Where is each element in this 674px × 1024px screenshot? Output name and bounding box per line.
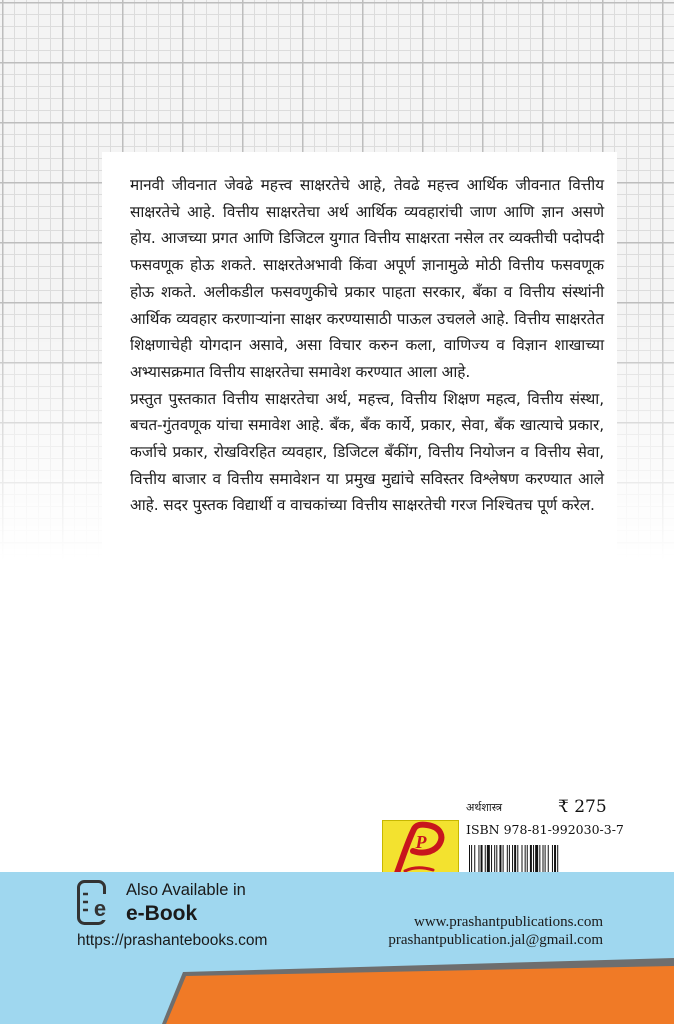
description-paragraph-2: प्रस्तुत पुस्तकात वित्तीय साक्षरतेचा अर्थ, महत्त्व, वित्तीय शिक्षण महत्व, वित्तीय संस्था, बचत-गुंतवणूक यांचा समावेश आहे. बँक, बँक कार्ये, प्रकार, सेवा, बँक खात्याचे प्रकार, कर्जाचे प्रकार, रोखविरहित व्यवहार, डिजिटल बँकींग, वित्तीय नियोजन व वित्तीय सेवा, वित्तीय बाजार व वित्तीय समावेशन या प्रमुख मुद्यांचे सविस्तर विश्लेषण करण्यात आले आहे. सदर पुस्तक विद्यार्थी व वाचकांच्या वित्तीय साक्षरतेची गरज निश्चितच पूर्ण करेल. [130,389,604,515]
publisher-email[interactable]: prashantpublication.jal@gmail.com [388,932,603,948]
logo-letter: P [415,832,427,852]
publisher-website[interactable]: www.prashantpublications.com [414,914,603,930]
subject-label: अर्थशास्त्र [466,801,503,814]
book-description [130,172,604,519]
isbn: ISBN 978-81-992030-3-7 [466,822,624,837]
ebook-icon [77,880,113,926]
ebook-available-text: Also Available in [126,881,246,899]
ebook-url[interactable]: https://prashantebooks.com [77,932,268,949]
ebook-label: e-Book [126,902,198,925]
svg-text:e: e [93,896,107,921]
price: ₹ 275 [558,797,607,817]
description-paragraph-1: मानवी जीवनात जेवढे महत्त्व साक्षरतेचे आहे, तेवढे महत्त्व आर्थिक जीवनात वित्तीय साक्षरतेचे आहे. वित्तीय साक्षरतेचा अर्थ आर्थिक व्यवहारांची जाण आणि ज्ञान असणे होय. आजच्या प्रगत आणि डिजिटल युगात वित्तीय साक्षरता नसेल तर व्यक्तीची पदोपदी फसवणूक होऊ शकते. साक्षरतेअभावी किंवा अपूर्ण ज्ञानामुळे मोठी वित्तीय फसवणूक होऊ शकते. अलीकडील फसवणुकीचे प्रकार पाहता सरकार, बँका व वित्तीय संस्थांनी आर्थिक व्यवहार करणाऱ्यांना साक्षर करण्यासाठी पाऊल उचलले आहे. वित्तीय साक्षरतेत शिक्षणाचेही योगदान असावे, असा विचार करुन कला, वाणिज्य व विज्ञान शाखाच्या अभ्यासक्रमात वित्तीय साक्षरतेचा समावेश करण्यात आला आहे. [130,176,604,381]
